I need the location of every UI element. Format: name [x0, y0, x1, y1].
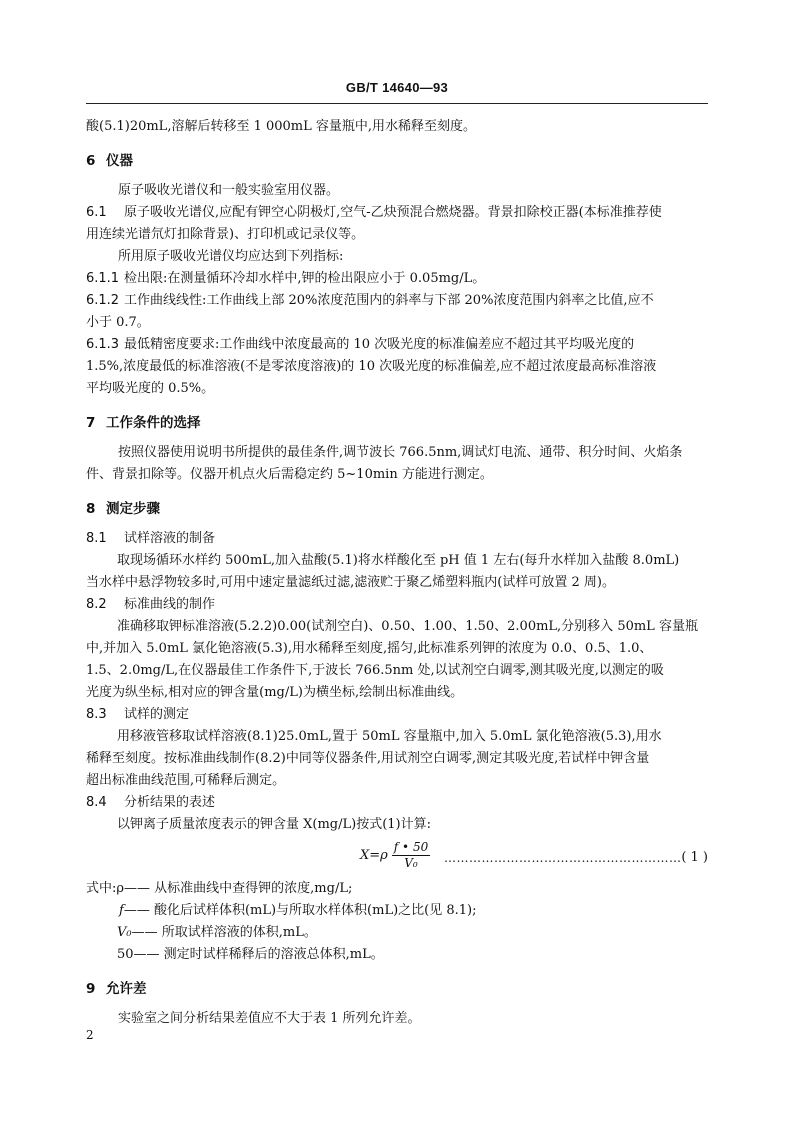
- definition-rho: 式中:ρ—— 从标准曲线中查得钾的浓度,mg/L;: [86, 881, 353, 896]
- variable-definitions: [86, 878, 708, 966]
- formula-fraction: [392, 840, 430, 871]
- section-8-heading: [86, 498, 708, 520]
- clause-6-1-2-line-1: 6.1.2 工作曲线线性:工作曲线上部 20%浓度范围内的斜率与下部 20%浓度范围内斜率之比值,应不: [86, 290, 708, 312]
- formula: [360, 840, 430, 871]
- page-number: 2: [86, 1028, 94, 1042]
- requirements-intro: 所用原子吸收光谱仪均应达到下列指标:: [118, 249, 344, 264]
- section-7-line-2: 件、背景扣除等。仪器开机点火后需稳定约 5~10min 方能进行测定。: [86, 467, 493, 482]
- continuation-text: 酸(5.1)20mL,溶解后转移至 1 000mL 容量瓶中,用水稀释至刻度。: [86, 119, 477, 134]
- formula-denominator: V₀: [404, 856, 418, 870]
- clause-8-3-line-2: 稀释至刻度。按标准曲线制作(8.2)中同等仪器条件,用试剂空白调零,测定其吸光度,若试样中钾含量: [86, 751, 650, 766]
- section-9-text: 实验室之间分析结果差值应不大于表 1 所列允许差。: [118, 1011, 421, 1026]
- clause-8-1-number: 8.1: [86, 531, 107, 546]
- section-9-title: 允许差: [106, 981, 147, 997]
- clause-8-3-line-3: 超出标准曲线范围,可稀释后测定。: [86, 773, 286, 788]
- page-header: GB/T 14640—93: [345, 80, 449, 95]
- formula-lhs: X=ρ: [360, 847, 388, 863]
- clause-8-4-intro: 以钾离子质量浓度表示的钾含量 X(mg/L)按式(1)计算:: [117, 817, 431, 832]
- clause-8-4-heading: [86, 792, 708, 814]
- clause-8-2-title: 标准曲线的制作: [124, 597, 216, 612]
- clause-8-1-line-1: 取现场循环水样约 500mL,加入盐酸(5.1)将水样酸化至 pH 值 1 左右(每升水样加入盐酸 8.0mL): [117, 553, 680, 568]
- section-9-number: 9: [86, 981, 96, 997]
- clause-8-2-heading: [86, 594, 708, 616]
- clause-6-1-1-number: 6.1.1: [86, 271, 120, 286]
- clause-6-1-number: 6.1: [86, 205, 107, 220]
- clause-8-3-number: 8.3: [86, 707, 107, 722]
- section-7-number: 7: [86, 415, 96, 431]
- header-rule: [86, 103, 708, 104]
- clause-8-2-line-4: 光度为纵坐标,相对应的钾含量(mg/L)为横坐标,绘制出标准曲线。: [86, 685, 464, 700]
- section-6-number: 6: [86, 153, 96, 169]
- page-body: [86, 116, 708, 1030]
- clause-6-1-2-line-2: 小于 0.7。: [86, 315, 150, 330]
- section-6-heading: [86, 150, 708, 172]
- clause-6-1-3-line-1: 6.1.3 最低精密度要求:工作曲线中浓度最高的 10 次吸光度的标准偏差应不超过其平均吸光度的: [86, 334, 708, 356]
- clause-8-1-title: 试样溶液的制备: [124, 531, 216, 546]
- clause-8-2-line-1: 准确移取钾标准溶液(5.2.2)0.00(试剂空白)、0.50、1.00、1.50、2.00mL,分别移入 50mL 容量瓶: [117, 619, 698, 634]
- formula-row: [86, 836, 708, 878]
- clause-8-2-line-2: 中,并加入 5.0mL 氯化铯溶液(5.3),用水稀释至刻度,摇匀,此标准系列钾的浓度为 0.0、0.5、1.0、: [86, 641, 653, 656]
- clause-8-2-line-3: 1.5、2.0mg/L,在仪器最佳工作条件下,于波长 766.5nm 处,以试剂空白调零,测其吸光度,以测定的吸: [86, 663, 664, 678]
- clause-8-1-line-2: 当水样中悬浮物较多时,可用中速定量滤纸过滤,滤液贮于聚乙烯塑料瓶内(试样可放置 2 周)。: [86, 575, 615, 590]
- clause-8-3-line-1: 用移液管移取试样溶液(8.1)25.0mL,置于 50mL 容量瓶中,加入 5.0mL 氯化铯溶液(5.3),用水: [117, 729, 662, 744]
- formula-leader-dots: …………………………………………………: [444, 851, 682, 865]
- clause-6-1-3-number: 6.1.3: [86, 337, 120, 352]
- definition-v0: V₀—— 所取试样溶液的体积,mL。: [117, 925, 317, 940]
- section-6-intro: 原子吸收光谱仪和一般实验室用仪器。: [118, 183, 340, 198]
- clause-6-1-1: 6.1.1 检出限:在测量循环冷却水样中,钾的检出限应小于 0.05mg/L。: [86, 268, 708, 290]
- definition-50: 50—— 测定时试样稀释后的溶液总体积,mL。: [117, 947, 384, 962]
- clause-8-1-heading: [86, 528, 708, 550]
- section-8-number: 8: [86, 501, 96, 517]
- clause-8-4-number: 8.4: [86, 795, 107, 810]
- equation-number: ( 1 ): [681, 850, 708, 865]
- section-8-title: 测定步骤: [106, 501, 160, 517]
- definition-f: f—— 酸化后试样体积(mL)与所取水样体积(mL)之比(见 8.1);: [119, 903, 477, 918]
- clause-6-1-line-1: 6.1 原子吸收光谱仪,应配有钾空心阴极灯,空气-乙炔预混合燃烧器。背景扣除校正器(本标准推荐使: [86, 202, 708, 224]
- clause-6-1-line-2: 用连续光谱氘灯扣除背景)、打印机或记录仪等。: [86, 227, 365, 242]
- section-7-line-1: 按照仪器使用说明书所提供的最佳条件,调节波长 766.5nm,调试灯电流、通带、积分时间、火焰条: [118, 445, 683, 460]
- clause-6-1-3-line-2: 1.5%,浓度最低的标准溶液(不是零浓度溶液)的 10 次吸光度的标准偏差,应不超过浓度最高标准溶液: [86, 359, 657, 374]
- formula-numerator: f • 50: [393, 840, 429, 854]
- section-6-title: 仪器: [106, 153, 133, 169]
- clause-6-1-3-line-3: 平均吸光度的 0.5%。: [86, 381, 215, 396]
- section-7-title: 工作条件的选择: [106, 415, 201, 431]
- section-7-heading: [86, 412, 708, 434]
- section-9-heading: [86, 978, 708, 1000]
- clause-8-2-number: 8.2: [86, 597, 107, 612]
- clause-6-1-2-number: 6.1.2: [86, 293, 120, 308]
- clause-8-4-title: 分析结果的表述: [124, 795, 216, 810]
- clause-8-3-title: 试样的测定: [124, 707, 190, 722]
- clause-8-3-heading: [86, 704, 708, 726]
